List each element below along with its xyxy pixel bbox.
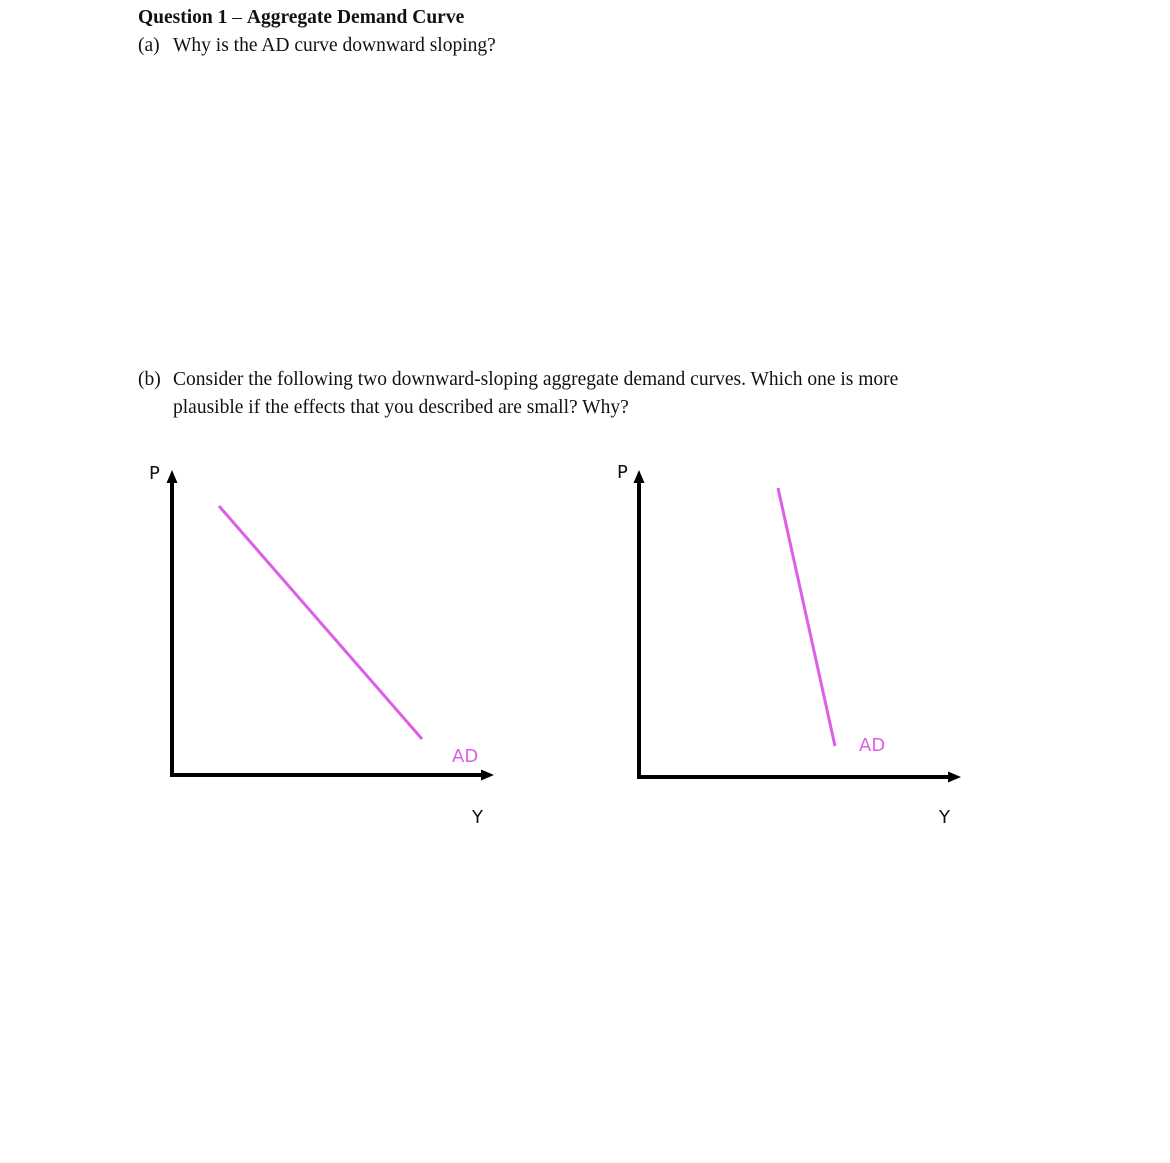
left-y-axis-arrow (167, 470, 178, 483)
right-ad-curve (778, 488, 835, 746)
right-ad-label: AD (859, 735, 886, 756)
left-ad-label: AD (452, 746, 479, 767)
left-graph (149, 463, 494, 828)
left-x-axis-arrow (481, 770, 494, 781)
right-x-axis-arrow (948, 772, 961, 783)
part-a-text: Why is the AD curve downward sloping? (173, 35, 496, 56)
part-a-label: (a) (138, 35, 160, 56)
question-topic: Aggregate Demand Curve (246, 7, 465, 28)
right-y-label: Y (939, 807, 950, 828)
question-number: Question 1 (138, 7, 228, 28)
part-b-text-line2: plausible if the effects that you described are small? Why? (173, 397, 629, 418)
right-p-label: P (617, 462, 628, 483)
right-graph (617, 462, 961, 828)
part-b-text-line1: Consider the following two downward-sloping aggregate demand curves. Which one is more (173, 369, 899, 390)
left-p-label: P (149, 463, 160, 484)
left-ad-curve (219, 506, 422, 739)
part-b-label: (b) (138, 369, 161, 390)
right-y-axis-arrow (634, 470, 645, 483)
left-y-label: Y (472, 807, 483, 828)
title-dash: – (232, 7, 243, 28)
